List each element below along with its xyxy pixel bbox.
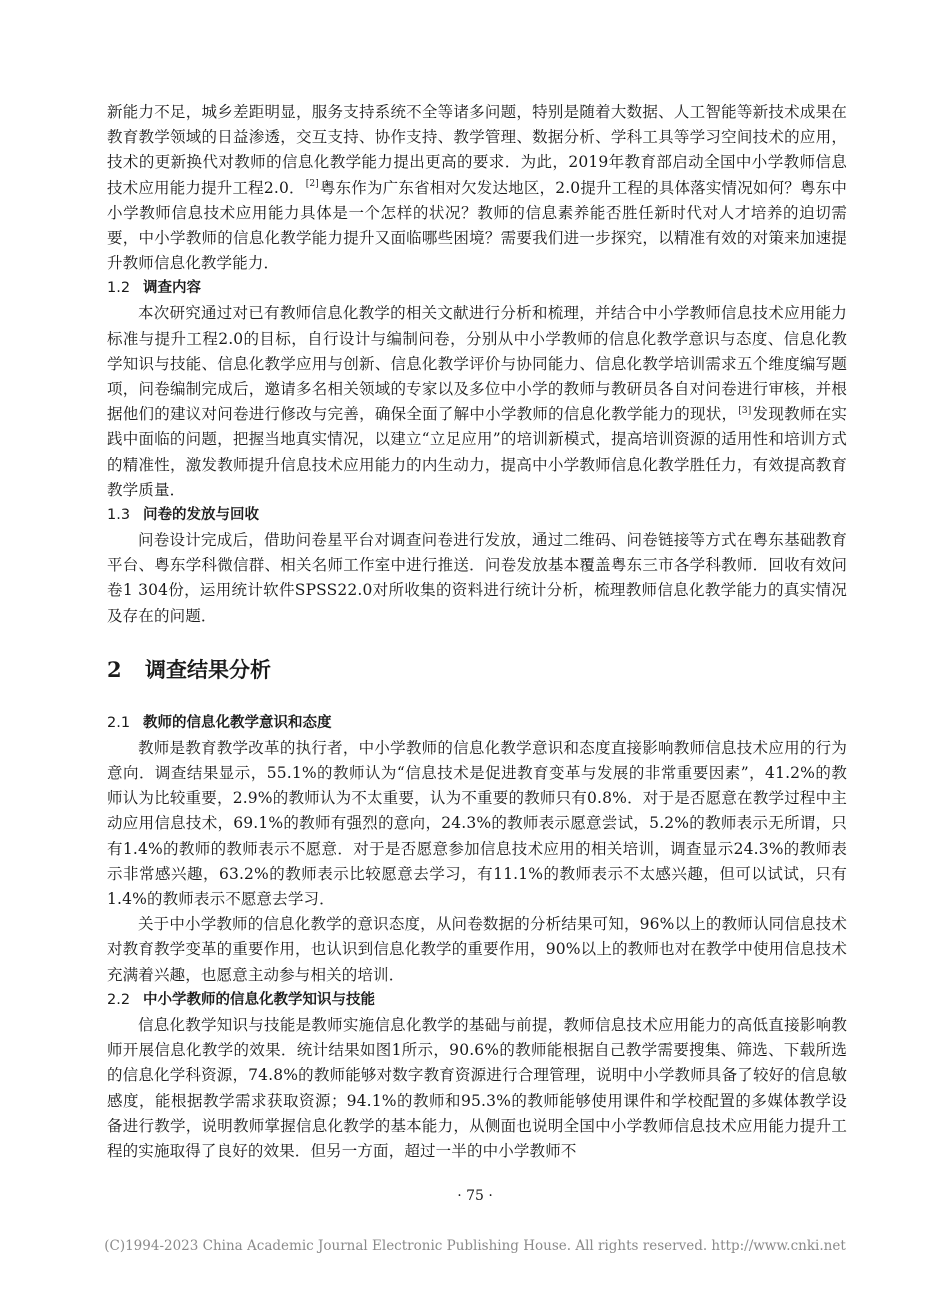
- page-number: · 75 ·: [457, 1188, 493, 1204]
- paragraph-attitude: 教师是教育教学改革的执行者，中小学教师的信息化教学意识和态度直接影响教师信息技术应用的行为意向．调查结果显示，55.1%的教师认为“信息技术是促进教育变革与发展的非常重要因素”，41.2%的教师认为比较重要，2.9%的教师认为不太重要，认为不重要的教师只有0.8%．对于是否愿意在教学过程中主动应用信息技术，69.1%的教师有强烈的意向，24.3%的教师表示愿意尝试，5.2%的教师表示无所谓，只有1.4%的教师的教师表示不愿意．对于是否愿意参加信息技术应用的相关培训，调查显示24.3%的教师表示非常感兴趣，63.2%的教师表示比较愿意去学习，有11.1%的教师表示不太感兴趣，但可以试试，只有1.4%的教师表示不愿意去学习．: [107, 738, 847, 909]
- paragraph-knowledge-skills: 信息化教学知识与技能是教师实施信息化教学的基础与前提，教师信息技术应用能力的高低直接影响教师开展信息化教学的效果．统计结果如图1所示，90.6%的教师能根据自己教学需要搜集、筛选、下载所选的信息化学科资源，74.8%的教师能够对数字教育资源进行合理管理，说明中小学教师具备了较好的信息敏感度，能根据教学需求获取资源；94.1%的教师和95.3%的教师能够使用课件和学校配置的多媒体教学设备进行教学，说明教师掌握信息化教学的基本能力，从侧面也说明全国中小学教师信息技术应用能力提升工程的实施取得了良好的效果．但另一方面，超过一半的中小学教师不: [107, 1015, 847, 1160]
- paragraph-survey-content: 本次研究通过对已有教师信息化教学的相关文献进行分析和梳理，并结合中小学教师信息技术应用能力标准与提升工程2.0的目标，自行设计与编制问卷，分别从中小学教师的信息化教学意识与态度、信息化教学知识与技能、信息化教学应用与创新、信息化教学评价与协同能力、信息化教学培训需求五个维度编写题项，问卷编制完成后，邀请多名相关领域的专家以及多位中小学的教师与教研员各自对问卷进行审核，并根据他们的建议对问卷进行修改与完善，确保全面了解中小学教师的信息化教学能力的现状，[3]发现教师在实践中面临的问题，把握当地真实情况，以建立“立足应用”的培训新模式，提高培训资源的适用性和培训方式的精准性，激发教师提升信息技术应用能力的内生动力，提高中小学教师信息化教学胜任力，有效提高教育教学质量．: [107, 304, 847, 499]
- paragraph-distribution: 问卷设计完成后，借助问卷星平台对调查问卷进行发放，通过二维码、问卷链接等方式在粤东基础教育平台、粤东学科微信群、相关名师工作室中进行推送．问卷发放基本覆盖粤东三市各学科教师．回收有效问卷1 304份，运用统计软件SPSS22.0对所收集的资料进行统计分析，梳理教师信息化教学能力的真实情况及存在的问题．: [107, 531, 847, 625]
- paragraph-intro-continued: 新能力不足，城乡差距明显，服务支持系统不全等诸多问题，特别是随着大数据、人工智能等新技术成果在教育教学领域的日益渗透，交互支持、协作支持、教学管理、数据分析、学科工具等学习空间技术的应用，技术的更新换代对教师的信息化教学能力提出更高的要求．为此，2019年教育部启动全国中小学教师信息技术应用能力提升工程2.0．[2]粤东作为广东省相对欠发达地区，2.0提升工程的具体落实情况如何？粤东中小学教师信息技术应用能力具体是一个怎样的状况？教师的信息素养能否胜任新时代对人才培养的迫切需要，中小学教师的信息化教学能力提升又面临哪些困境？需要我们进一步探究，以精准有效的对策来加速提升教师信息化教学能力．: [107, 103, 847, 273]
- subsection-heading-1-2: 1.2 调查内容: [107, 280, 201, 297]
- citation-ref: [3]: [738, 406, 752, 417]
- copyright-footer: (C)1994-2023 China Academic Journal Electronic Publishing House. All rights reserved. http://www.cnki.net: [104, 1238, 846, 1254]
- paragraph-attitude-summary: 关于中小学教师的信息化教学的意识态度，从问卷数据的分析结果可知，96%以上的教师认同信息技术对教育教学变革的重要作用，也认识到信息化教学的重要作用，90%以上的教师也对在教学中使用信息技术充满着兴趣，也愿意主动参与相关的培训．: [107, 915, 847, 984]
- subsection-heading-1-3: 1.3 问卷的发放与回收: [107, 507, 259, 524]
- citation-ref: [2]: [305, 179, 319, 190]
- subsection-heading-2-1: 2.1 教师的信息化教学意识和态度: [107, 714, 332, 731]
- section-heading-2: 2 调查结果分析: [107, 656, 271, 682]
- subsection-heading-2-2: 2.2 中小学教师的信息化教学知识与技能: [107, 991, 375, 1008]
- article-body: [107, 100, 847, 1164]
